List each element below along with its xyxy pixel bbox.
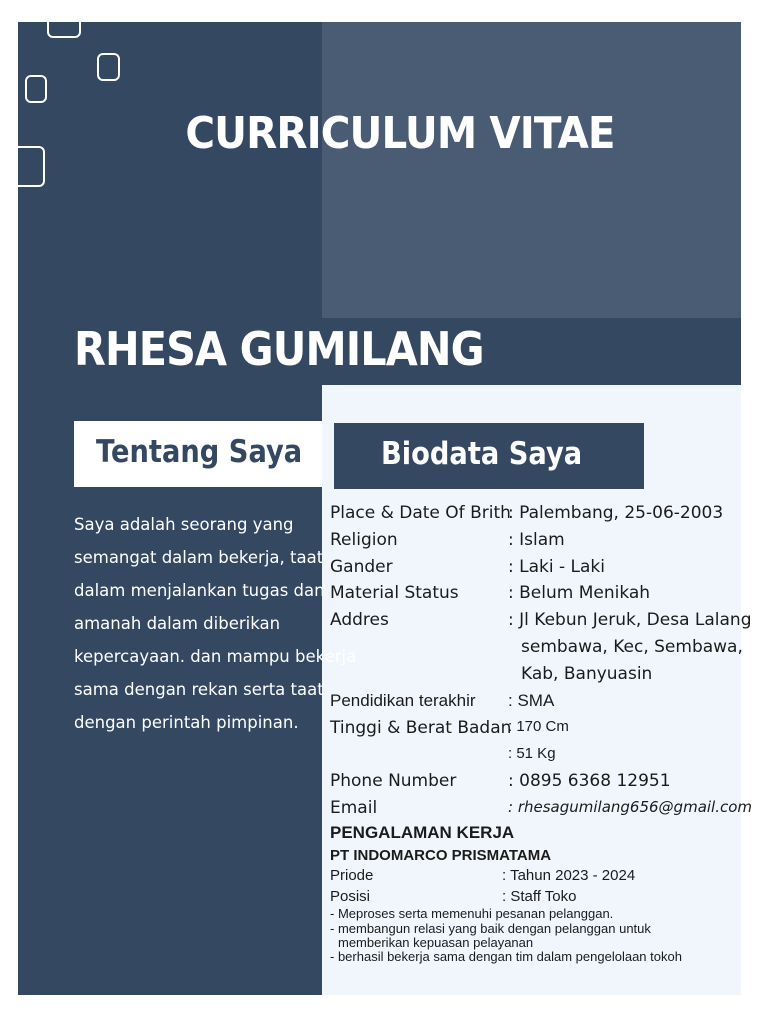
biodata-label: Addres: [330, 610, 389, 630]
experience-duty: - membangun relasi yang baik dengan pelanggan untuk: [330, 921, 651, 936]
person-name: RHESA GUMILANG: [74, 322, 484, 376]
about-paragraph: [74, 508, 364, 739]
experience-period-row: [330, 867, 636, 884]
biodata-value: : SMA: [508, 691, 555, 710]
about-line: amanah dalam diberikan: [74, 614, 281, 633]
biodata-label: Place & Date Of Brith: [330, 503, 511, 523]
biodata-label: Tinggi & Berat Badan: [330, 718, 512, 738]
biodata-value: : Islam: [508, 530, 565, 550]
biodata-value: : 170 Cm: [508, 718, 569, 735]
biodata-label: Religion: [330, 530, 398, 550]
document-title: CURRICULUM VITAE: [185, 108, 615, 159]
biodata-heading: Biodata Saya: [381, 436, 583, 472]
about-line: kepercayaan. dan mampu bekerja: [74, 647, 357, 666]
experience-period-value: : Tahun 2023 - 2024: [502, 867, 636, 884]
biodata-value: : Palembang, 25-06-2003: [508, 503, 724, 523]
experience-duty: memberikan kepuasan pelayanan: [338, 935, 534, 950]
biodata-value: : Jl Kebun Jeruk, Desa Lalang: [508, 610, 752, 630]
experience-duty: - Meproses serta memenuhi pesanan pelanggan.: [330, 906, 614, 921]
biodata-label: Pendidikan terakhir: [330, 691, 476, 710]
about-line: Saya adalah seorang yang: [74, 515, 294, 534]
biodata-value: : 0895 6368 12951: [508, 771, 671, 791]
experience-heading: PENGALAMAN KERJA: [330, 823, 515, 842]
experience-position-row: [330, 888, 577, 905]
biodata-value: sembawa, Kec, Sembawa,: [521, 637, 743, 657]
about-heading: Tentang Saya: [96, 434, 303, 470]
about-line: sama dengan rekan serta taat: [74, 680, 324, 699]
experience-position-label: Posisi: [330, 888, 371, 905]
about-line: dalam menjalankan tugas dan: [74, 581, 325, 600]
biodata-value: : Laki - Laki: [508, 557, 605, 577]
biodata-value: : 51 Kg: [508, 745, 556, 762]
biodata-value: Kab, Banyuasin: [521, 664, 653, 684]
biodata-label: Email: [330, 798, 378, 818]
decorative-square: [25, 75, 47, 103]
biodata-label: Gander: [330, 557, 393, 577]
experience-period-label: Priode: [330, 867, 374, 884]
biodata-label: Phone Number: [330, 771, 457, 791]
biodata-label: Material Status: [330, 583, 459, 603]
decorative-square: [47, 8, 81, 38]
experience-company: PT INDOMARCO PRISMATAMA: [330, 847, 552, 864]
experience-duty: - berhasil bekerja sama dengan tim dalam pengelolaan tokoh: [330, 949, 682, 964]
about-line: dengan perintah pimpinan.: [74, 713, 299, 732]
decorative-square: [97, 53, 120, 81]
biodata-value: : rhesagumilang656@gmail.com: [508, 798, 753, 816]
experience-position-value: : Staff Toko: [502, 888, 577, 905]
biodata-value: : Belum Menikah: [508, 583, 651, 603]
header-accent-panel: [322, 22, 741, 318]
about-line: semangat dalam bekerja, taat: [74, 548, 324, 567]
